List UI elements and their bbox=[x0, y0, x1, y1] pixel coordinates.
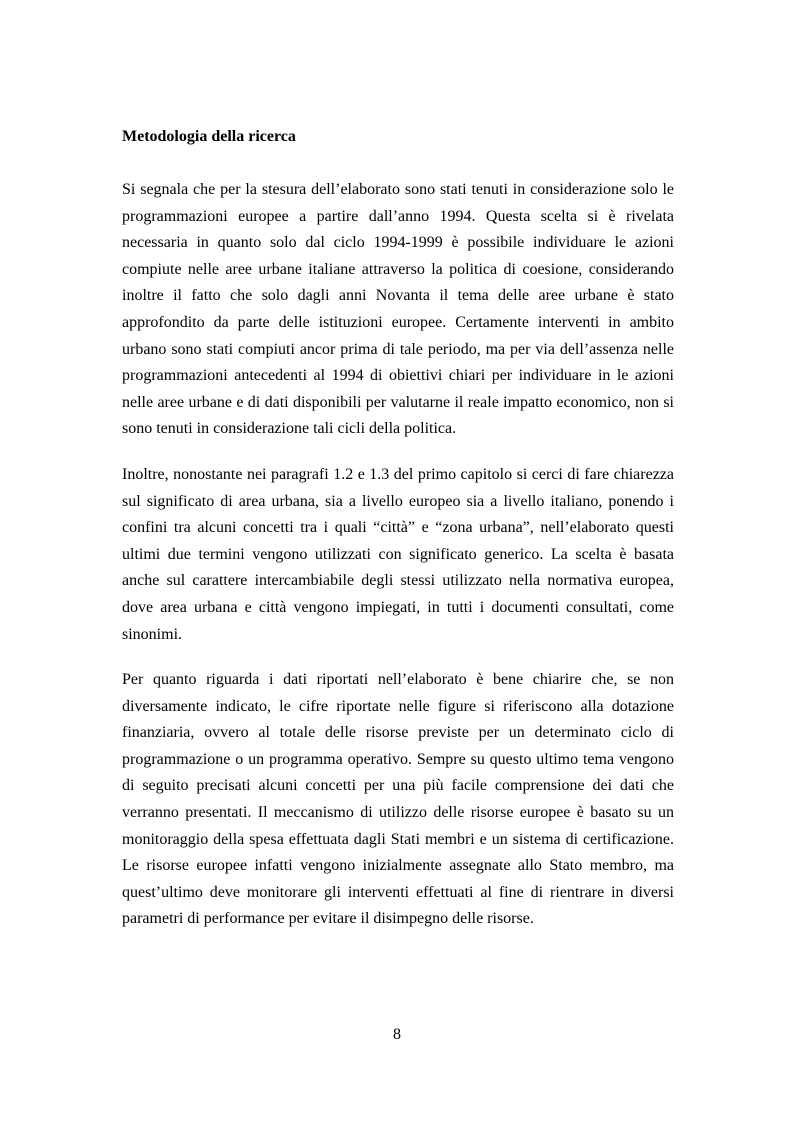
section-title: Metodologia della ricerca bbox=[122, 128, 296, 145]
body-text bbox=[122, 177, 674, 952]
paragraph-2: Inoltre, nonostante nei paragrafi 1.2 e 1.3 del primo capitolo si cerci di fare chiarezza sul significato di area urbana, sia a livello europeo sia a livello italiano, ponendo i confini tra alcuni concetti tra i quali “città” e “zona urbana”, nell’elaborato questi ultimi due termini vengono utilizzati con significato generico. La scelta è basata anche sul carattere intercambiabile degli stessi utilizzato nella normativa europea, dove area urbana e città vengono impiegati, in tutti i documenti consultati, come sinonimi. bbox=[122, 465, 674, 643]
paragraph-1: Si segnala che per la stesura dell’elaborato sono stati tenuti in considerazione solo le programmazioni europee a partire dall’anno 1994. Questa scelta si è rivelata necessaria in quanto solo dal ciclo 1994-1999 è possibile individuare le azioni compiute nelle aree urbane italiane attraverso la politica di coesione, considerando inoltre il fatto che solo dagli anni Novanta il tema delle aree urbane è stato approfondito da parte delle istituzioni europee. Certamente interventi in ambito urbano sono stati compiuti ancor prima di tale periodo, ma per via dell’assenza nelle programmazioni antecedenti al 1994 di obiettivi chiari per individuare in le azioni nelle aree urbane e di dati disponibili per valutarne il reale impatto economico, non si sono tenuti in considerazione tali cicli della politica. bbox=[122, 181, 674, 438]
page-number: 8 bbox=[393, 1026, 401, 1043]
paragraph-3: Per quanto riguarda i dati riportati nell’elaborato è bene chiarire che, se non diversamente indicato, le cifre riportate nelle figure si riferiscono alla dotazione finanziaria, ovvero al totale delle risorse previste per un determinato ciclo di programmazione o un programma operativo. Sempre su questo ultimo tema vengono di seguito precisati alcuni concetti per una più facile comprensione dei dati che verranno presentati. Il meccanismo di utilizzo delle risorse europee è basato su un monitoraggio della spesa effettuata dagli Stati membri e un sistema di certificazione. Le risorse europee infatti vengono inizialmente assegnate allo Stato membro, ma quest’ultimo deve monitorare gli interventi effettuati al fine di rientrare in diversi parametri di performance per evitare il disimpegno delle risorse. bbox=[122, 671, 674, 928]
